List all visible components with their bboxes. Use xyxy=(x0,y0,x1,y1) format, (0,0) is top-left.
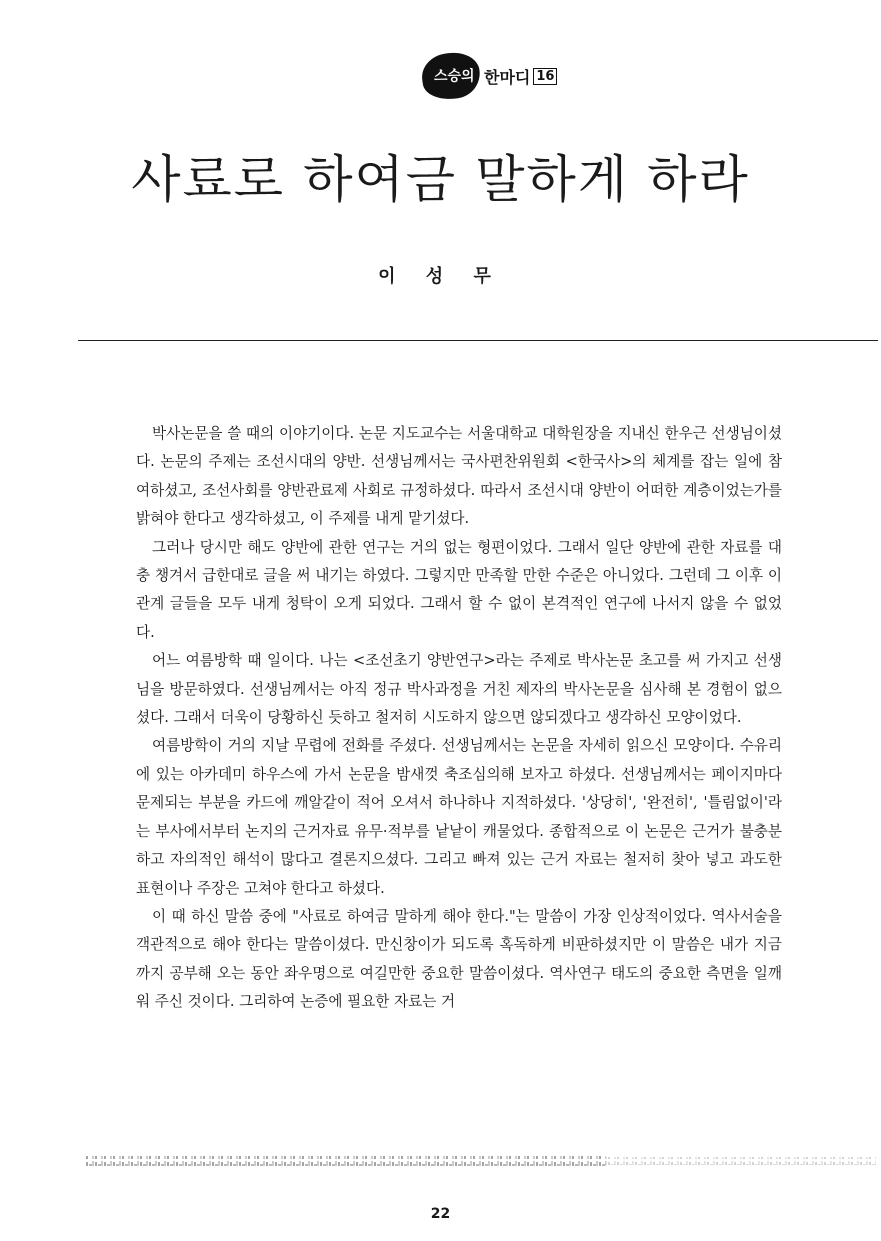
scan-bleed-through xyxy=(86,1150,876,1174)
series-label-badge xyxy=(419,49,483,103)
title-divider xyxy=(78,340,878,341)
paragraph: 박사논문을 쓸 때의 이야기이다. 논문 지도교수는 서울대학교 대학원장을 지내신 한우근 선생님이셨다. 논문의 주제는 조선시대의 양반. 선생님께서는 국사편찬위원회 <한국사>의 체계를 잡는 일에 참여하셨고, 조선사회를 양반관료제 사회로 규정하셨다. 따라서 조선시대 양반이 어떠한 계층이었는가를 밝혀야 한다고 생각하셨고, 이 주제를 내게 맡기셨다. xyxy=(136,425,782,528)
series-label: 스승의 xyxy=(433,68,475,85)
series-number-badge: 16 xyxy=(533,68,557,85)
article-title: 사료로 하여금 말하게 하라 xyxy=(131,151,750,210)
paragraph: 그러나 당시만 해도 양반에 관한 연구는 거의 없는 형편이었다. 그래서 일단 양반에 관한 자료를 대충 챙겨서 급한대로 글을 써 내기는 하였다. 그렇지만 만족할 만한 수준은 아니었다. 그런데 그 이후 이 관계 글들을 모두 내게 청탁이 오게 되었다. 그래서 할 수 없이 본격적인 연구에 나서지 않을 수 없었다. xyxy=(136,538,782,641)
article-body xyxy=(136,420,782,1017)
series-title: 한마디 xyxy=(484,67,531,87)
paragraph: 여름방학이 거의 지날 무렵에 전화를 주셨다. 선생님께서는 논문을 자세히 읽으신 모양이다. 수유리에 있는 아카데미 하우스에 가서 논문을 밤새껏 축조심의해 보자고 하셨다. 선생님께서는 페이지마다 문제되는 부분을 카드에 깨알같이 적어 오셔서 하나하나 지적하셨다. '상당히', '완전히', '틀림없이'라는 부사에서부터 논지의 근거자료 유무·적부를 낱낱이 캐물었다. 종합적으로 이 논문은 근거가 불충분하고 자의적인 해석이 많다고 결론지으셨다. 그리고 빠져 있는 근거 자료는 철저히 찾아 넣고 과도한 표현이나 주장은 고쳐야 한다고 하셨다. xyxy=(136,737,782,897)
series-header xyxy=(422,52,557,100)
paragraph: 이 때 하신 말씀 중에 "사료로 하여금 말하게 해야 한다."는 말씀이 가장 인상적이었다. 역사서술을 객관적으로 해야 한다는 말씀이셨다. 만신창이가 되도록 혹독하게 비판하셨지만 이 말씀은 내가 지금까지 공부해 오는 동안 좌우명으로 여길만한 중요한 말씀이셨다. 역사연구 태도의 중요한 측면을 일깨워 주신 것이다. 그리하여 논증에 필요한 자료는 거 xyxy=(136,907,782,1011)
page-number: 22 xyxy=(430,1206,451,1222)
article-author: 이 성 무 xyxy=(378,266,503,287)
paragraph: 어느 여름방학 때 일이다. 나는 <조선초기 양반연구>라는 주제로 박사논문 초고를 써 가지고 선생님을 방문하였다. 선생님께서는 아직 정규 박사과정을 거친 제자의 박사논문을 심사해 본 경험이 없으셨다. 그래서 더욱이 당황하신 듯하고 철저히 시도하지 않으면 않되겠다고 생각하신 모양이었다. xyxy=(136,652,782,727)
